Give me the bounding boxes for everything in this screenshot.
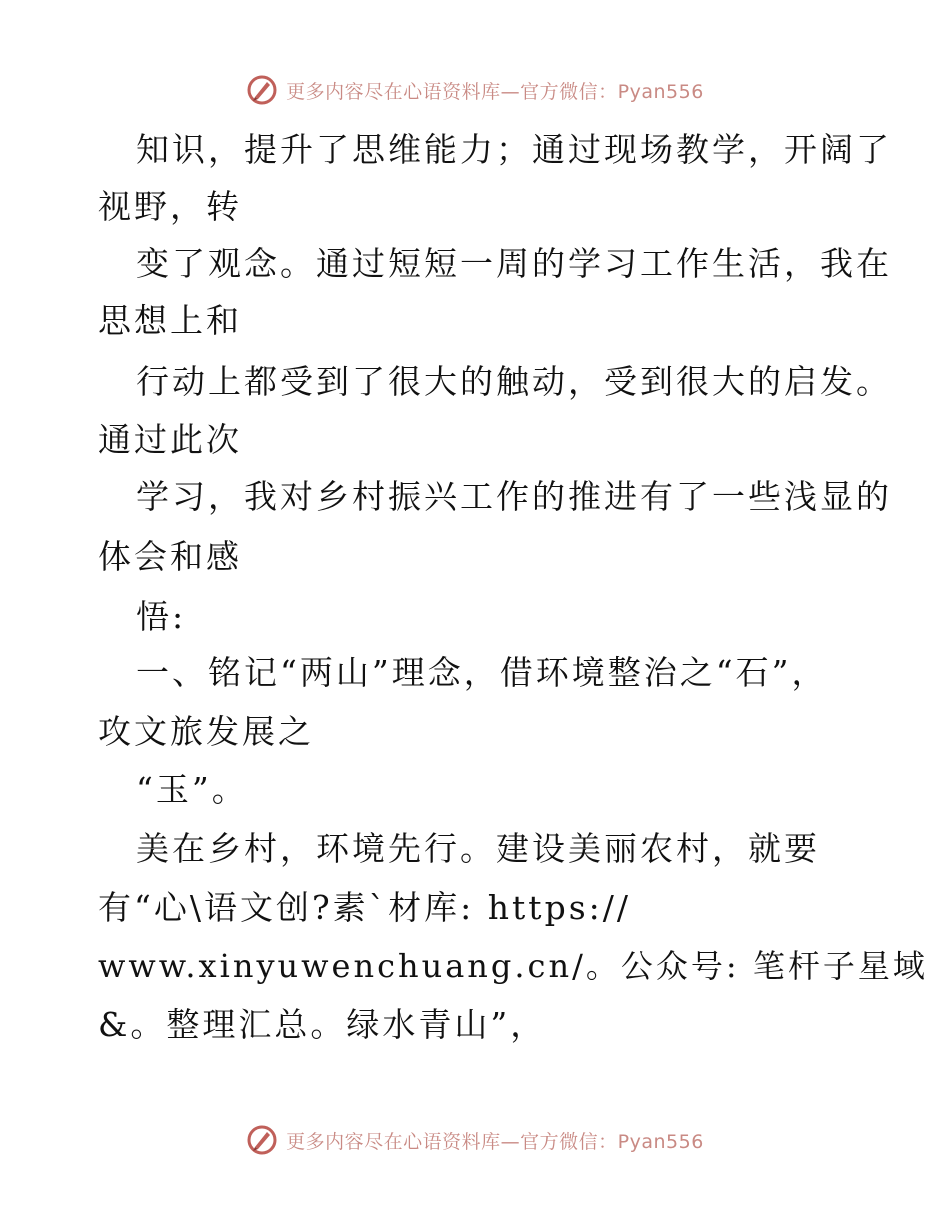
watermark-text: 更多内容尽在心语资料库—官方微信：Pyan556 — [286, 1130, 704, 1153]
body-line: 学习，我对乡村振兴工作的推进有了一些浅显的 — [136, 477, 892, 516]
body-line: 有“心\语文创?素`材库: https:// — [98, 888, 631, 927]
body-line: 思想上和 — [98, 301, 242, 340]
pen-logo-icon — [246, 1124, 278, 1156]
body-line: “玉”。 — [136, 770, 248, 809]
body-line: 体会和感 — [98, 537, 242, 576]
watermark-text: 更多内容尽在心语资料库—官方微信：Pyan556 — [286, 80, 704, 103]
body-line: 视野，转 — [98, 187, 242, 226]
body-line: &。整理汇总。绿水青山”， — [98, 1005, 547, 1044]
body-line: 通过此次 — [98, 420, 242, 459]
footer-watermark — [0, 1120, 950, 1160]
body-line: 攻文旅发展之 — [98, 712, 314, 751]
body-line: 美在乡村，环境先行。建设美丽农村，就要 — [136, 829, 820, 868]
body-line: 悟: — [136, 597, 187, 636]
body-line: www.xinyuwenchuang.cn/。公众号: 笔杆子星域 — [98, 947, 928, 985]
body-line: 行动上都受到了很大的触动，受到很大的启发。 — [136, 362, 892, 401]
body-line: 变了观念。通过短短一周的学习工作生活，我在 — [136, 244, 892, 283]
body-line: 一、铭记“两山”理念，借环境整治之“石”， — [136, 653, 828, 692]
body-line: 知识，提升了思维能力；通过现场教学，开阔了 — [136, 130, 892, 169]
